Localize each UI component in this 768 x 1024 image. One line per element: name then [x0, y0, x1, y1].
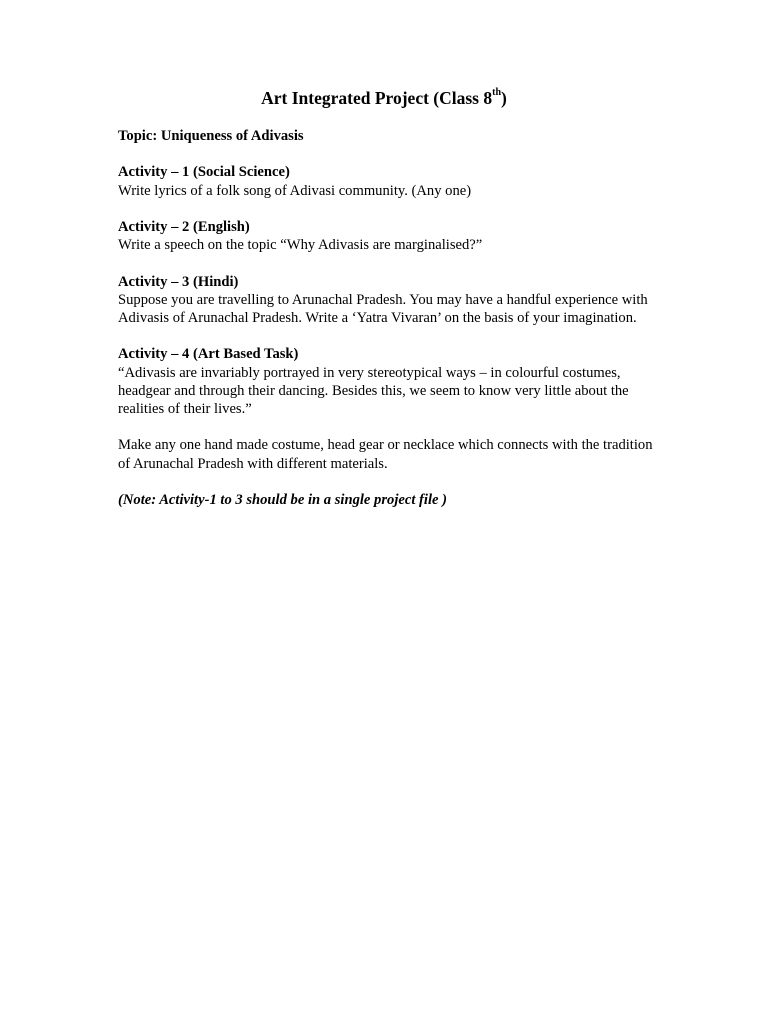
activity-text: “Adivasis are invariably portrayed in very stereotypical ways – in colourful costumes, headgear and through their dancing. Besides this, we seem to know very little about the realities of their lives.” [118, 364, 629, 417]
topic-line: Topic: Uniqueness of Adivasis [118, 128, 304, 144]
document-body [118, 127, 658, 509]
activity-heading: Activity – 1 (Social Science) [118, 164, 290, 181]
activity-3 [118, 273, 658, 328]
activity-text: Suppose you are travelling to Arunachal Pradesh. You may have a handful experience with Adivasis of Arunachal Pradesh. Write a ‘Yatra Vivaran’ on the basis of your imagination. [118, 291, 648, 326]
activity-heading: Activity – 2 (English) [118, 218, 250, 235]
activity-4 [118, 345, 658, 418]
activity-heading: Activity – 3 (Hindi) [118, 273, 239, 290]
activity-2 [118, 218, 658, 254]
project-note: (Note: Activity-1 to 3 should be in a single project file ) [118, 491, 447, 508]
activity-text: Write a speech on the topic “Why Adivasis are marginalised?” [118, 237, 483, 254]
page-title-close: ) [501, 88, 507, 108]
page-title [0, 86, 768, 110]
page-title-text: Art Integrated Project (Class 8 [261, 88, 493, 108]
activity-1 [118, 163, 658, 199]
activity-heading: Activity – 4 (Art Based Task) [118, 346, 299, 363]
page-title-superscript: th [492, 87, 502, 99]
activity-text: Write lyrics of a folk song of Adivasi community. (Any one) [118, 182, 472, 199]
task-paragraph: Make any one hand made costume, head gear or necklace which connects with the tradition of Arunachal Pradesh with different materials. [118, 437, 653, 472]
